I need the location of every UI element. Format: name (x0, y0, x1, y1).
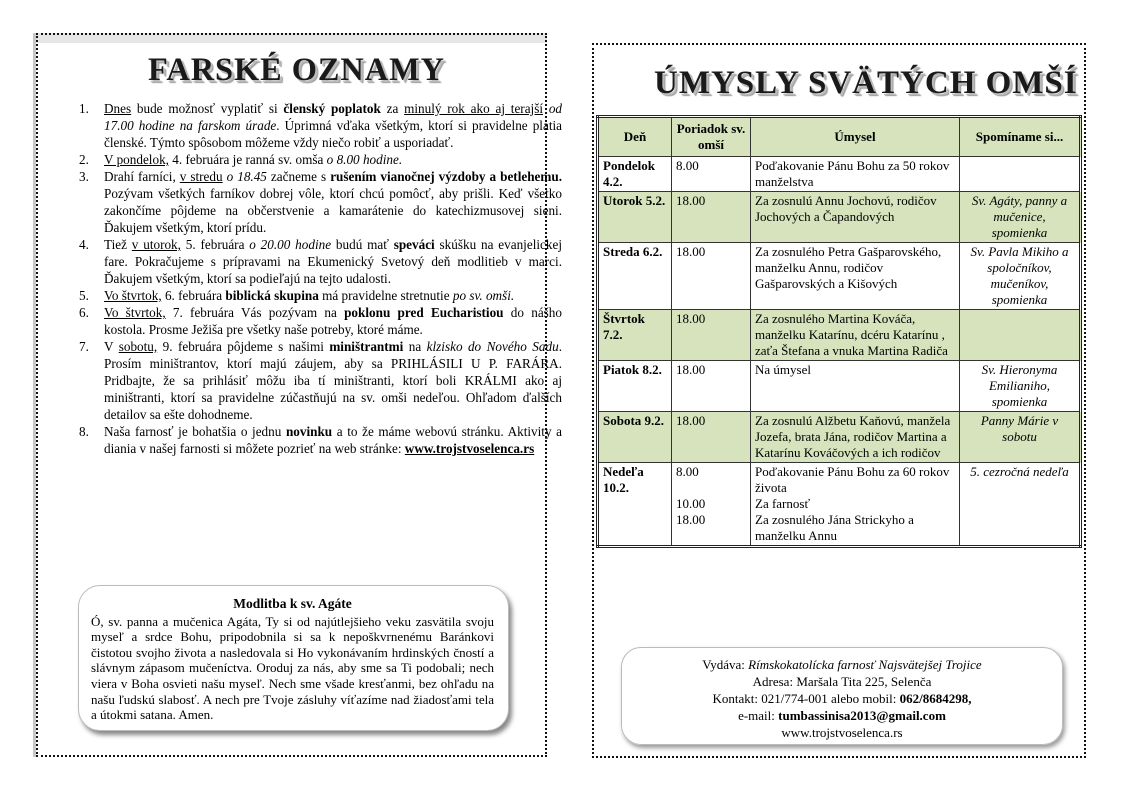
notices-list (76, 100, 562, 457)
notice-text[interactable]: www.trojstvoselenca.rs (404, 441, 535, 456)
notice-text: 6. februára (161, 288, 226, 303)
notice-text: v utorok, (131, 237, 181, 252)
day-cell: Utorok 5.2. (598, 192, 672, 243)
notice-text: a to že máme webovú stránku. Aktivity a diania v našej farnosti si môžete pozrieť na web stránke: (104, 424, 562, 456)
time-cell: 18.00 (672, 310, 751, 361)
notice-text: miništrantmi (329, 339, 404, 354)
intention-cell: Na úmysel (751, 361, 960, 412)
time-cell: 8.00 10.00 18.00 (672, 463, 751, 547)
notice-item (79, 168, 563, 236)
notice-item (79, 236, 562, 287)
notice-text: za (380, 101, 405, 116)
notice-text: biblická skupina (225, 288, 319, 303)
notice-number: 2. (79, 152, 89, 167)
notice-text: Vo štvrtok, (104, 288, 162, 303)
notice-text: bude možnosť vyplatiť si (131, 101, 284, 116)
day-cell: Štvrtok 7.2. (598, 310, 672, 361)
intention-cell: Za zosnulého Petra Gašparovského, manželku Annu, rodičov Gašparovských a Kišových (751, 243, 960, 310)
notice-text: budú mať (331, 237, 394, 252)
prayer-text: Ó, sv. panna a mučenica Agáta, Ty si od najútlejšieho veku zasvätila svoju myseľ a srdce Bohu, pripodobnila si sa k nepoškvrnenému Baránkovi čistotou svojho života a nasledovala si Ho vykonávaním hrdinských čností a slávnym zápasom mučeníctva. Oroduj za nás, aby sme sa Ti podobali; nech viera v Boha osvieti našu myseľ. Nech sme všade kresťanmi, bez ohľadu na našu ľudskú slabosť. A nech pre Tvoje zásluhy víťazíme nad žiadosťami tela a útokmi satana. Amen. (91, 613, 494, 723)
notice-text: má pravidelne stretnutie (318, 288, 453, 303)
header-day: Deň (598, 117, 672, 157)
time-cell: 8.00 (672, 157, 751, 192)
intention-cell: Za zosnulého Martina Kováča, manželku Katarínu, dcéru Katarínu , zaťa Štefana a vnuka Martina Radiča (751, 310, 960, 361)
header-remember: Spomíname si... (960, 117, 1081, 157)
notice-text: 5. februára (180, 237, 250, 252)
notice-text: V (104, 339, 119, 354)
notice-text: Pozývam všetkých farníkov dobrej vôle, ktorí chcú pomôcť, aby prišli. Keď všetko zakončíme pôjdeme na občerstvenie a kamarátenie do katechizmusovej sieni. Ďakujem všetkým, ktorí prídu. (104, 186, 562, 235)
notice-text: rušením vianočnej výzdoby a betlehemu. (330, 169, 563, 184)
day-cell: Pondelok 4.2. (598, 157, 672, 192)
mass-intentions-table (596, 115, 1082, 548)
notice-item (79, 423, 562, 457)
notice-text: po sv. omši. (452, 288, 515, 303)
address-line: Adresa: Maršala Tita 225, Selenča (752, 674, 932, 689)
remember-cell (960, 310, 1081, 361)
table-row (598, 361, 1081, 412)
notice-text: 9. februára pôjdeme s našimi (157, 339, 330, 354)
notice-text: Drahí farníci, (104, 169, 180, 184)
remember-cell: 5. cezročná nedeľa (960, 463, 1081, 547)
website-link[interactable]: www.trojstvoselenca.rs (781, 725, 903, 740)
intention-cell: Poďakovanie Pánu Bohu za 60 rokov života Za farnosť Za zosnulého Jána Strickyho a manželku Annu (751, 463, 960, 547)
table-row (598, 157, 1081, 192)
notice-text: minulý rok ako aj terajší (404, 101, 544, 116)
table-row (598, 412, 1081, 463)
intention-cell: Za zosnulú Annu Jochovú, rodičov Jochových a Čapandových (751, 192, 960, 243)
notice-text: Dnes (104, 101, 132, 116)
notice-text: speváci (393, 237, 435, 252)
time-cell: 18.00 (672, 243, 751, 310)
table-header-row (598, 117, 1081, 157)
day-cell: Piatok 8.2. (598, 361, 672, 412)
table-row (598, 192, 1081, 243)
email-line: e-mail: tumbassinisa2013@gmail.com (738, 708, 946, 723)
notice-text: členský poplatok (283, 101, 381, 116)
day-cell: Streda 6.2. (598, 243, 672, 310)
remember-cell: Panny Márie v sobotu (960, 412, 1081, 463)
contact-line: Kontakt: 021/774-001 alebo mobil: 062/8684298, (712, 691, 972, 706)
notice-item (79, 100, 563, 151)
notice-item (79, 338, 562, 423)
notice-text: 4. februára je ranná sv. omša (168, 152, 327, 167)
day-cell: Nedeľa 10.2. (598, 463, 672, 547)
notice-number: 5. (79, 288, 89, 303)
remember-cell (960, 157, 1081, 192)
notice-text: na (403, 339, 427, 354)
notice-text: V pondelok, (104, 152, 169, 167)
notice-item (79, 304, 562, 338)
notice-text: v stredu (179, 169, 223, 184)
notice-text: do nášho kostola. Prosme Ježiša pre všetky naše potreby, ktoré máme. (104, 305, 562, 337)
notice-text: skúšku na evanjelickej fare. Pokračujeme s prípravami na Ekumenický Svetový deň modlitieb v marci. Ďakujem všetkým, ktorí sa podieľajú na tejto udalosti. (104, 237, 562, 286)
masses-title: ÚMYSLY SVÄTÝCH OMŠÍ (654, 65, 1078, 101)
notice-text: o 18.45 (226, 169, 267, 184)
header-intention: Úmysel (751, 117, 960, 157)
notice-text: Tiež (104, 237, 132, 252)
notice-text: . Úprimná vďaka všetkým, ktorí si pravidelne platia členské. Týmto spôsobom môžeme vždy niečo robiť a usporiadať. (104, 118, 563, 150)
notice-number: 1. (79, 101, 89, 116)
header-schedule: Poriadok sv. omší (672, 117, 751, 157)
notice-text: klzisko do Nového Sadu (426, 339, 559, 354)
time-cell: 18.00 (672, 412, 751, 463)
intention-cell: Za zosnulú Alžbetu Kaňovú, manžela Jozefa, brata Jána, rodičov Martina a Katarínu Kováčových a ich rodičov (751, 412, 960, 463)
remember-cell: Sv. Hieronyma Emilianiho, spomienka (960, 361, 1081, 412)
notice-text: 7. februára Vás pozývam na (165, 305, 345, 320)
notice-text: o 8.00 hodine. (326, 152, 403, 167)
table-row (598, 243, 1081, 310)
notice-text: . Prosím miništrantov, ktorí majú záujem, aby sa PRIHLÁSILI U P. FARÁRA. Pridbajte, že sa prihlásiť môžu iba tí miništranti, ktorí boli KRÁLMI ako aj miništranti, ktorí sa pravidelne zúčastňujú na sv. omši nedeľou. Ohľadom ďalších detailov sa ešte dohodneme. (104, 339, 562, 422)
notice-text: sobotu, (118, 339, 158, 354)
time-cell: 18.00 (672, 361, 751, 412)
remember-cell: Sv. Agáty, panny a mučenice, spomienka (960, 192, 1081, 243)
notice-number: 6. (79, 305, 89, 320)
remember-cell: Sv. Pavla Mikiho a spoločníkov, mučeníkov, spomienka (960, 243, 1081, 310)
notice-number: 8. (79, 424, 89, 439)
notice-text: začneme s (266, 169, 331, 184)
prayer-title: Modlitba k sv. Agáte (233, 596, 352, 611)
intention-cell: Poďakovanie Pánu Bohu za 50 rokov manželstva (751, 157, 960, 192)
notice-item (79, 287, 562, 304)
table-row (598, 310, 1081, 361)
notices-title: FARSKÉ OZNAMY (148, 52, 445, 88)
notice-number: 7. (79, 339, 89, 354)
prayer-box (78, 585, 509, 731)
publisher-box (621, 647, 1063, 745)
notice-text: Naša farnosť je bohatšia o jednu (104, 424, 286, 439)
day-cell: Sobota 9.2. (598, 412, 672, 463)
notice-text: poklonu pred Eucharistiou (344, 305, 504, 320)
table-row (598, 463, 1081, 547)
notice-text: Vo štvrtok, (104, 305, 166, 320)
notice-text: o 20.00 hodine (249, 237, 332, 252)
notice-number: 3. (79, 169, 89, 184)
notice-text: novinku (285, 424, 333, 439)
notice-number: 4. (79, 237, 89, 252)
time-cell: 18.00 (672, 192, 751, 243)
notice-text: od 17.00 hodine na farskom úrade (104, 101, 562, 133)
notice-item (79, 151, 562, 168)
publisher-line: Vydáva: Rímskokatolícka farnosť Najsvätejšej Trojice (702, 657, 982, 672)
email-link[interactable]: tumbassinisa2013@gmail.com (778, 708, 946, 723)
